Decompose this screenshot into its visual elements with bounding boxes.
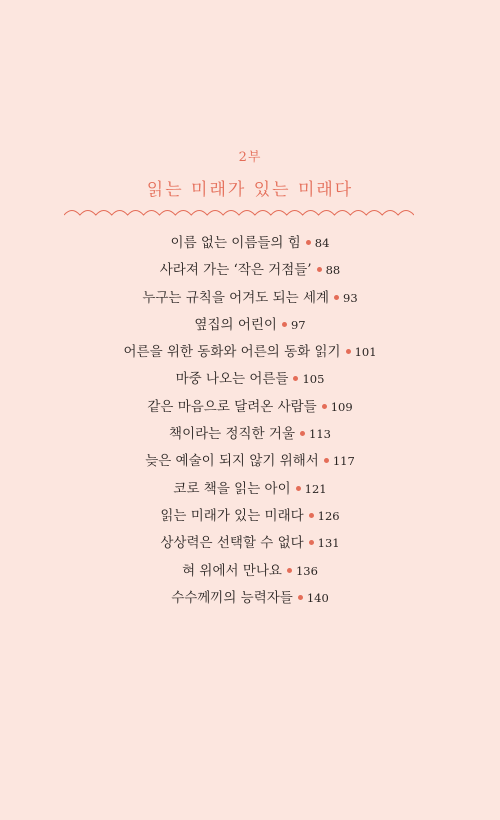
part-label: 2부 [238,150,262,165]
toc-entry-title: 이름 없는 이름들의 힘 [170,235,301,251]
toc-entry [0,261,500,288]
bullet-dot-icon [298,595,303,600]
toc-entry-page: 140 [306,590,329,605]
toc-entry-page: 88 [325,263,341,278]
toc-entry [0,534,500,561]
bullet-dot-icon [334,295,339,300]
toc-entry-page: 131 [317,536,340,551]
toc-entry [0,343,500,370]
bullet-dot-icon [317,267,322,272]
toc-entry-page: 109 [330,399,353,414]
toc-entry-page: 117 [332,454,355,469]
bullet-dot-icon [346,349,351,354]
part-title: 읽는 미래가 있는 미래다 [146,180,354,200]
toc-entry-title: 책이라는 정직한 거울 [169,426,295,443]
bullet-dot-icon [306,240,311,245]
bullet-dot-icon [309,513,314,518]
bullet-dot-icon [309,540,314,545]
toc-entry-title: 수수께끼의 능력자들 [171,589,293,606]
toc-entry-title: 같은 마음으로 달려온 사람들 [147,398,317,415]
bullet-dot-icon [324,458,329,463]
bullet-dot-icon [322,404,327,409]
toc-entry-page: 101 [354,345,377,360]
toc-entry-page: 93 [343,290,358,305]
bullet-dot-icon [300,431,305,436]
toc-entry-title: 어른을 위한 동화와 어른의 동화 읽기 [123,344,341,361]
toc-entry-page: 105 [302,372,325,387]
toc-entry [0,562,500,589]
toc-entry [0,425,500,452]
toc-entry-title: 혀 위에서 만나요 [182,562,282,579]
toc-entry [0,589,500,616]
toc-entry-page: 136 [295,563,318,578]
toc-entry-page: 97 [290,317,306,332]
toc-entry [0,316,500,343]
bullet-dot-icon [296,486,301,491]
toc-entry-title: 마중 나오는 어른들 [175,371,289,388]
toc-entry-page: 113 [309,427,331,442]
toc-entry-title: 읽는 미래가 있는 미래다 [160,507,304,524]
wavy-divider [64,205,414,217]
toc-entry [0,289,500,316]
toc-entry-page: 121 [304,481,327,496]
toc-entry [0,507,500,534]
toc-entry-page: 84 [314,236,330,250]
toc-list [0,234,500,616]
bullet-dot-icon [287,568,292,573]
toc-entry-title: 코로 책을 읽는 아이 [173,480,291,497]
toc-entry [0,480,500,507]
toc-entry [0,398,500,425]
toc-entry-title: 사라져 가는 ‘작은 거점들’ [159,262,312,279]
toc-entry-page: 126 [317,508,340,523]
toc-entry-title: 상상력은 선택할 수 없다 [160,535,304,552]
toc-entry-title: 누구는 규칙을 어겨도 되는 세계 [142,289,330,306]
toc-entry-title: 늦은 예술이 되지 않기 위해서 [145,453,319,470]
toc-entry [0,370,500,397]
bullet-dot-icon [282,322,287,327]
toc-entry [0,452,500,479]
bullet-dot-icon [293,376,298,381]
toc-entry [0,234,500,261]
toc-entry-title: 옆집의 어린이 [194,316,277,333]
